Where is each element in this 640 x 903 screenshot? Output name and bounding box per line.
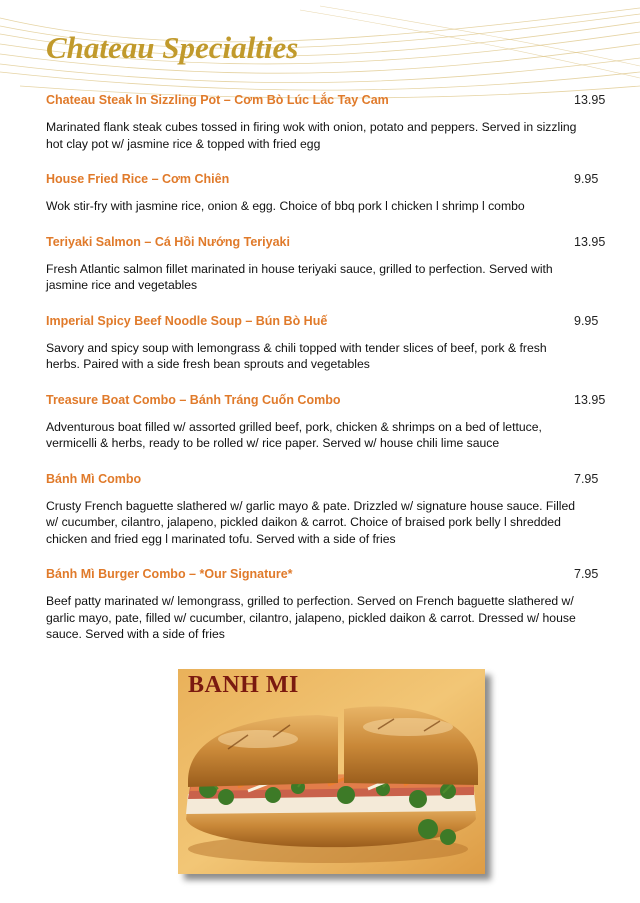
- menu-item: [46, 92, 622, 152]
- item-price: 13.95: [574, 392, 606, 407]
- item-price: 13.95: [574, 234, 606, 249]
- banh-mi-photo: [178, 669, 485, 874]
- item-description: Wok stir-fry with jasmine rice, onion & egg. Choice of bbq pork l chicken l shrimp l combo: [46, 199, 525, 213]
- menu-item: [46, 234, 622, 294]
- menu-item: [46, 566, 622, 643]
- photo-label: BANH MI: [188, 672, 299, 698]
- menu-item: [46, 171, 622, 215]
- item-price: 9.95: [574, 172, 599, 186]
- menu-list: [46, 92, 622, 662]
- item-price: 13.95: [574, 93, 606, 107]
- item-price: 9.95: [574, 313, 599, 328]
- item-description: Marinated flank steak cubes tossed in firing wok with onion, potato and peppers. Served in sizzling hot clay pot w/ jasmine rice & topped with fried egg: [46, 120, 577, 151]
- item-description: Beef patty marinated w/ lemongrass, grilled to perfection. Served on French baguette slathered w/ garlic mayo, pate, filled w/ cucumber, cilantro, jalapeno, pickled daikon & carrot. Dressed w/ house sauce. Served with a side of fries: [46, 594, 576, 641]
- menu-item: [46, 313, 622, 373]
- item-description: Adventurous boat filled w/ assorted grilled beef, pork, chicken & shrimps on a bed of lettuce, vermicelli & herbs, ready to be rolled w/ rice paper. Served w/ house chili lime sauce: [46, 419, 542, 450]
- item-name: Imperial Spicy Beef Noodle Soup – Bún Bò Huế: [46, 313, 328, 328]
- menu-item: [46, 471, 622, 548]
- item-name: Bánh Mì Burger Combo – *Our Signature*: [46, 567, 293, 581]
- item-name: Treasure Boat Combo – Bánh Tráng Cuốn Combo: [46, 392, 341, 407]
- menu-item: [46, 392, 622, 452]
- page-title: Chateau Specialties: [46, 30, 299, 65]
- sandwich-illustration: [178, 669, 485, 874]
- item-description: Savory and spicy soup with lemongrass & chili topped with tender slices of beef, pork & fresh herbs. Paired with a side fresh bean sprouts and vegetables: [46, 340, 547, 371]
- item-price: 7.95: [574, 471, 599, 486]
- item-description: Crusty French baguette slathered w/ garlic mayo & pate. Drizzled w/ signature house sauce. Filled w/ cucumber, cilantro, jalapeno, pickled daikon & carrot. Choice of braised pork belly l shredded chicken and fried egg l marinated tofu. Served with a side of fries: [46, 498, 576, 546]
- item-name: Chateau Steak In Sizzling Pot – Cơm Bò Lúc Lắc Tay Cam: [46, 93, 389, 107]
- item-price: 7.95: [574, 567, 599, 581]
- item-name: House Fried Rice – Cơm Chiên: [46, 172, 230, 186]
- item-name: Bánh Mì Combo: [46, 471, 142, 486]
- item-name: Teriyaki Salmon – Cá Hồi Nướng Teriyaki: [46, 234, 290, 249]
- item-description: Fresh Atlantic salmon fillet marinated in house teriyaki sauce, grilled to perfection. Served with jasmine rice and vegetables: [46, 261, 553, 292]
